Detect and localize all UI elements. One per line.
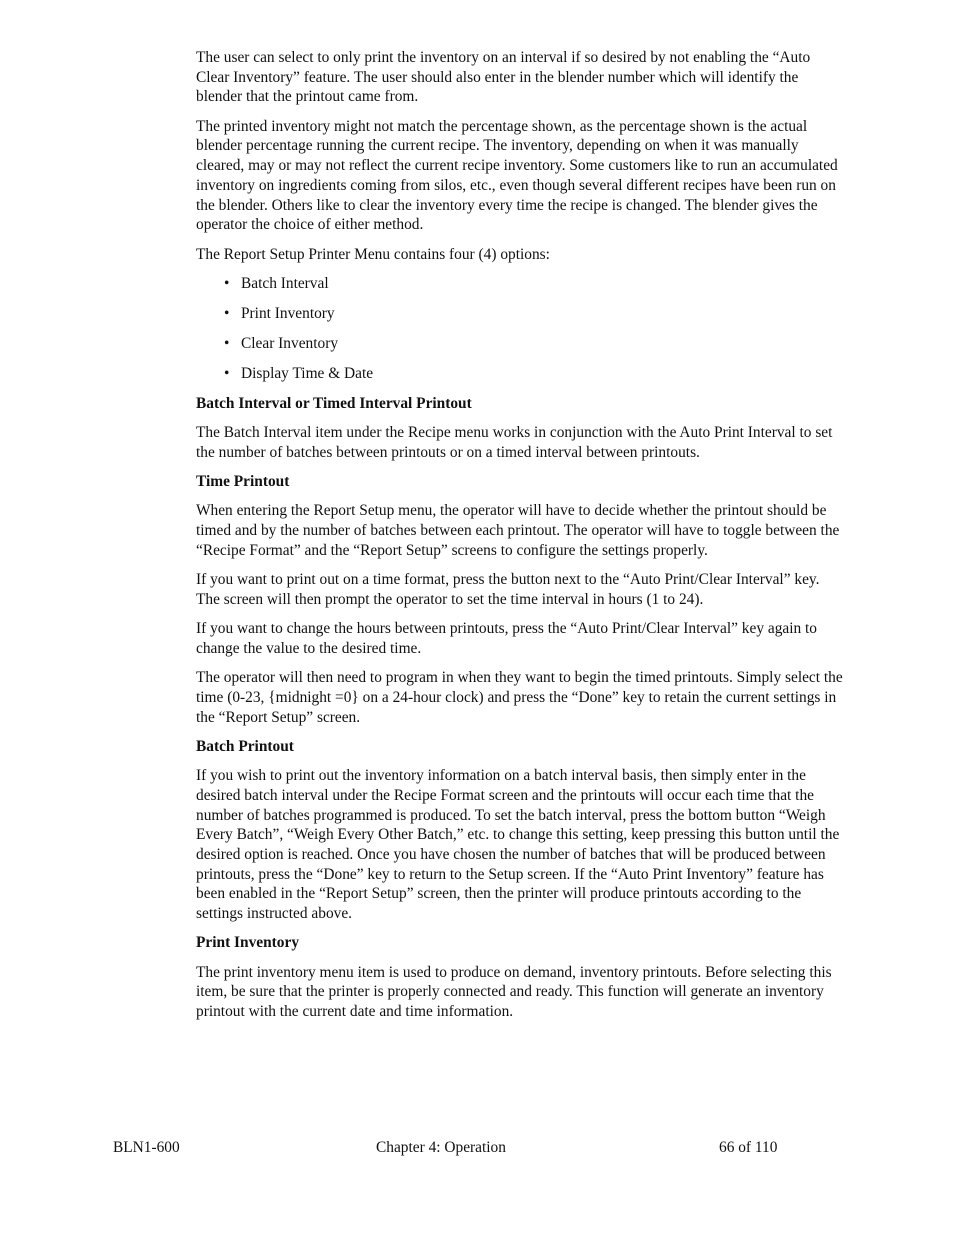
page-body <box>196 48 844 1031</box>
list-item: • Batch Interval <box>224 274 329 292</box>
options-list <box>196 274 844 384</box>
batch-interval-paragraph: The Batch Interval item under the Recipe menu works in conjunction with the Auto Print Interval to set the number of batches between printouts or on a timed interval between printouts. <box>196 424 833 461</box>
bullet-icon: • <box>224 304 230 322</box>
intro-paragraph-1: The user can select to only print the inventory on an interval if so desired by not enabling the “Auto Clear Inventory” feature. The user should also enter in the blender number which will identify the blender that the printout came from. <box>196 49 811 106</box>
time-printout-paragraph-2: If you want to print out on a time format, press the button next to the “Auto Print/Clear Interval” key. The screen will then prompt the operator to set the time interval in hours (1 to 24). <box>196 571 820 608</box>
print-inventory-heading: Print Inventory <box>196 934 300 952</box>
bullet-icon: • <box>224 334 230 352</box>
batch-printout-heading: Batch Printout <box>196 737 294 755</box>
print-inventory-paragraph: The print inventory menu item is used to produce on demand, inventory printouts. Before selecting this item, be sure that the printer is properly connected and ready. This function will generate an inventory printout with the current date and time information. <box>196 963 832 1021</box>
intro-paragraph-2: The printed inventory might not match the percentage shown, as the percentage shown is the actual blender percentage running the current recipe. The inventory, depending on when it was manually cleared, may or may not reflect the current recipe inventory. Some customers like to run an accumulated inventory on ingredients coming from silos, etc., even though several different recipes have been run on the blender. Others like to clear the inventory every time the recipe is changed. The blender gives the operator the choice of either method. <box>196 117 838 234</box>
bullet-icon: • <box>224 274 230 292</box>
time-printout-heading: Time Printout <box>196 473 290 491</box>
batch-printout-paragraph: If you wish to print out the inventory information on a batch interval basis, then simply enter in the desired batch interval under the Recipe Format screen and the printouts will occur each time that the number of batches programmed is produced. To set the batch interval, press the bottom button “Weigh Every Batch”, “Weigh Every Other Batch,” etc. to change this setting, keep pressing this button until the desired option is reached. Once you have chosen the number of batches that will be produced between printouts, press the “Done” key to return to the Setup screen. If the “Auto Print Inventory” feature has been enabled in the “Report Setup” screen, then the printer will produce printouts according to the settings instructed above. <box>196 767 840 923</box>
list-item: • Print Inventory <box>224 304 335 322</box>
time-printout-paragraph-1: When entering the Report Setup menu, the operator will have to decide whether the printout should be timed and by the number of batches between each printout. The operator will have to toggle between the “Recipe Format” and the “Report Setup” screens to configure the settings properly. <box>196 502 840 559</box>
time-printout-paragraph-4: The operator will then need to program in when they want to begin the timed printouts. Simply select the time (0-23, {midnight =0} on a 24-hour clock) and press the “Done” key to retain the current settings in the “Report Setup” screen. <box>196 669 843 726</box>
batch-interval-heading: Batch Interval or Timed Interval Printout <box>196 394 472 412</box>
intro-paragraph-3: The Report Setup Printer Menu contains four (4) options: <box>196 245 550 263</box>
list-item: • Clear Inventory <box>224 334 339 352</box>
bullet-icon: • <box>224 364 230 382</box>
time-printout-paragraph-3: If you want to change the hours between printouts, press the “Auto Print/Clear Interval” key again to change the value to the desired time. <box>196 620 818 657</box>
footer-page-number: 66 of 110 <box>719 1139 778 1156</box>
footer-chapter: Chapter 4: Operation <box>376 1139 506 1156</box>
footer-doc-id: BLN1-600 <box>113 1139 180 1156</box>
list-item: • Display Time & Date <box>224 364 374 382</box>
